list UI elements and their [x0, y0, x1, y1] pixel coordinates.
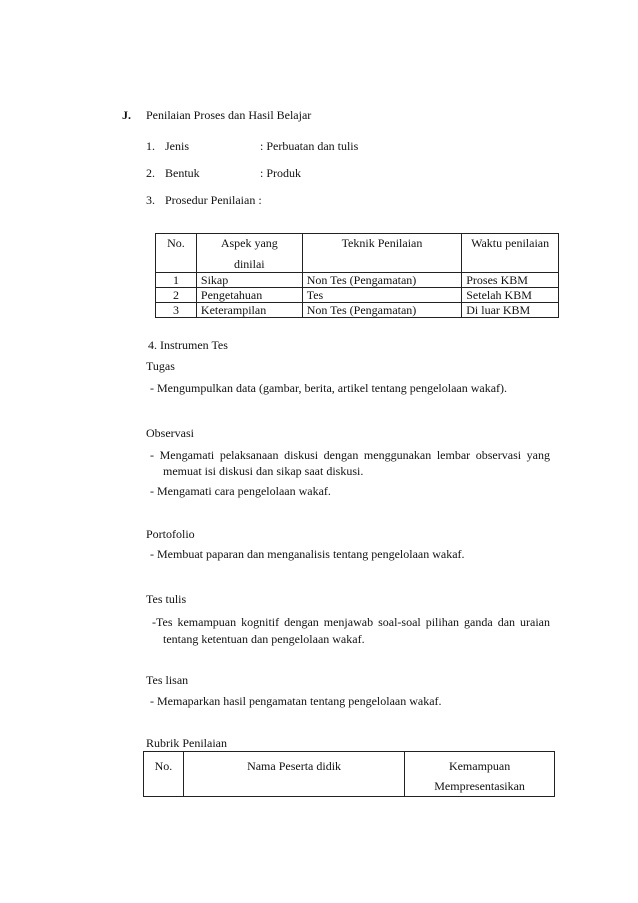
cell-aspect: Pengetahuan [196, 288, 302, 303]
cell-aspect: Sikap [196, 273, 302, 288]
group-point: - Membuat paparan dan menganalisis tentang pengelolaan wakaf. [150, 547, 465, 561]
cell-no: 1 [156, 273, 197, 288]
table-header-row [156, 234, 559, 273]
header-kemampuan [405, 752, 555, 797]
group-title-observasi: Observasi [146, 426, 194, 440]
header-kemampuan-line2: Mempresentasikan [434, 779, 525, 793]
table-header-row [144, 752, 555, 797]
table-row [156, 303, 559, 318]
header-technique: Teknik Penilaian [302, 234, 462, 273]
cell-time: Proses KBM [462, 273, 559, 288]
cell-no: 3 [156, 303, 197, 318]
header-aspect-line1: Aspek yang [220, 236, 278, 250]
group-point [152, 614, 550, 648]
header-time: Waktu penilaian [462, 234, 559, 273]
item-number: 2. [146, 166, 155, 180]
item-value-bentuk: : Produk [260, 166, 302, 180]
rubrik-table [143, 751, 555, 797]
group-title-tes-tulis: Tes tulis [146, 592, 187, 606]
group-point-text: -Tes kemampuan kognitif dengan menjawab soal-soal pilihan ganda dan uraian tentang ketentuan dan pengelolaan wakaf. [152, 615, 550, 646]
item-number: 3. [146, 193, 155, 207]
group-point [150, 447, 550, 479]
header-aspect [196, 234, 302, 273]
item-number: 1. [146, 139, 155, 153]
header-aspect-line2: dinilai [233, 257, 265, 271]
section-title: Penilaian Proses dan Hasil Belajar [146, 108, 312, 122]
item-label-bentuk: Bentuk [165, 166, 200, 180]
procedure-table [155, 233, 559, 318]
table-row [156, 288, 559, 303]
cell-no: 2 [156, 288, 197, 303]
group-point: - Memaparkan hasil pengamatan tentang pengelolaan wakaf. [150, 694, 442, 708]
group-point: - Mengumpulkan data (gambar, berita, artikel tentang pengelolaan wakaf). [150, 381, 508, 395]
cell-technique: Non Tes (Pengamatan) [302, 273, 462, 288]
cell-technique: Non Tes (Pengamatan) [302, 303, 462, 318]
cell-technique: Tes [302, 288, 462, 303]
instrumen-title: 4. Instrumen Tes [148, 338, 228, 352]
header-no: No. [156, 234, 197, 273]
section-letter: J. [122, 108, 131, 122]
cell-aspect: Keterampilan [196, 303, 302, 318]
item-label-jenis: Jenis [165, 139, 189, 153]
group-title-tes-lisan: Tes lisan [146, 673, 189, 687]
rubrik-title: Rubrik Penilaian [146, 736, 227, 750]
item-value-jenis: : Perbuatan dan tulis [260, 139, 359, 153]
table-row [156, 273, 559, 288]
header-no: No. [144, 752, 184, 797]
item-label-prosedur: Prosedur Penilaian : [165, 193, 262, 207]
cell-time: Setelah KBM [462, 288, 559, 303]
header-nama: Nama Peserta didik [183, 752, 404, 797]
group-point: - Mengamati cara pengelolaan wakaf. [150, 484, 331, 498]
cell-time: Di luar KBM [462, 303, 559, 318]
group-title-portofolio: Portofolio [146, 527, 195, 541]
group-title-tugas: Tugas [146, 359, 175, 373]
group-point-text: - Mengamati pelaksanaan diskusi dengan menggunakan lembar observasi yang memuat isi diskusi dan sikap saat diskusi. [150, 448, 550, 478]
header-kemampuan-line1: Kemampuan [448, 759, 511, 773]
